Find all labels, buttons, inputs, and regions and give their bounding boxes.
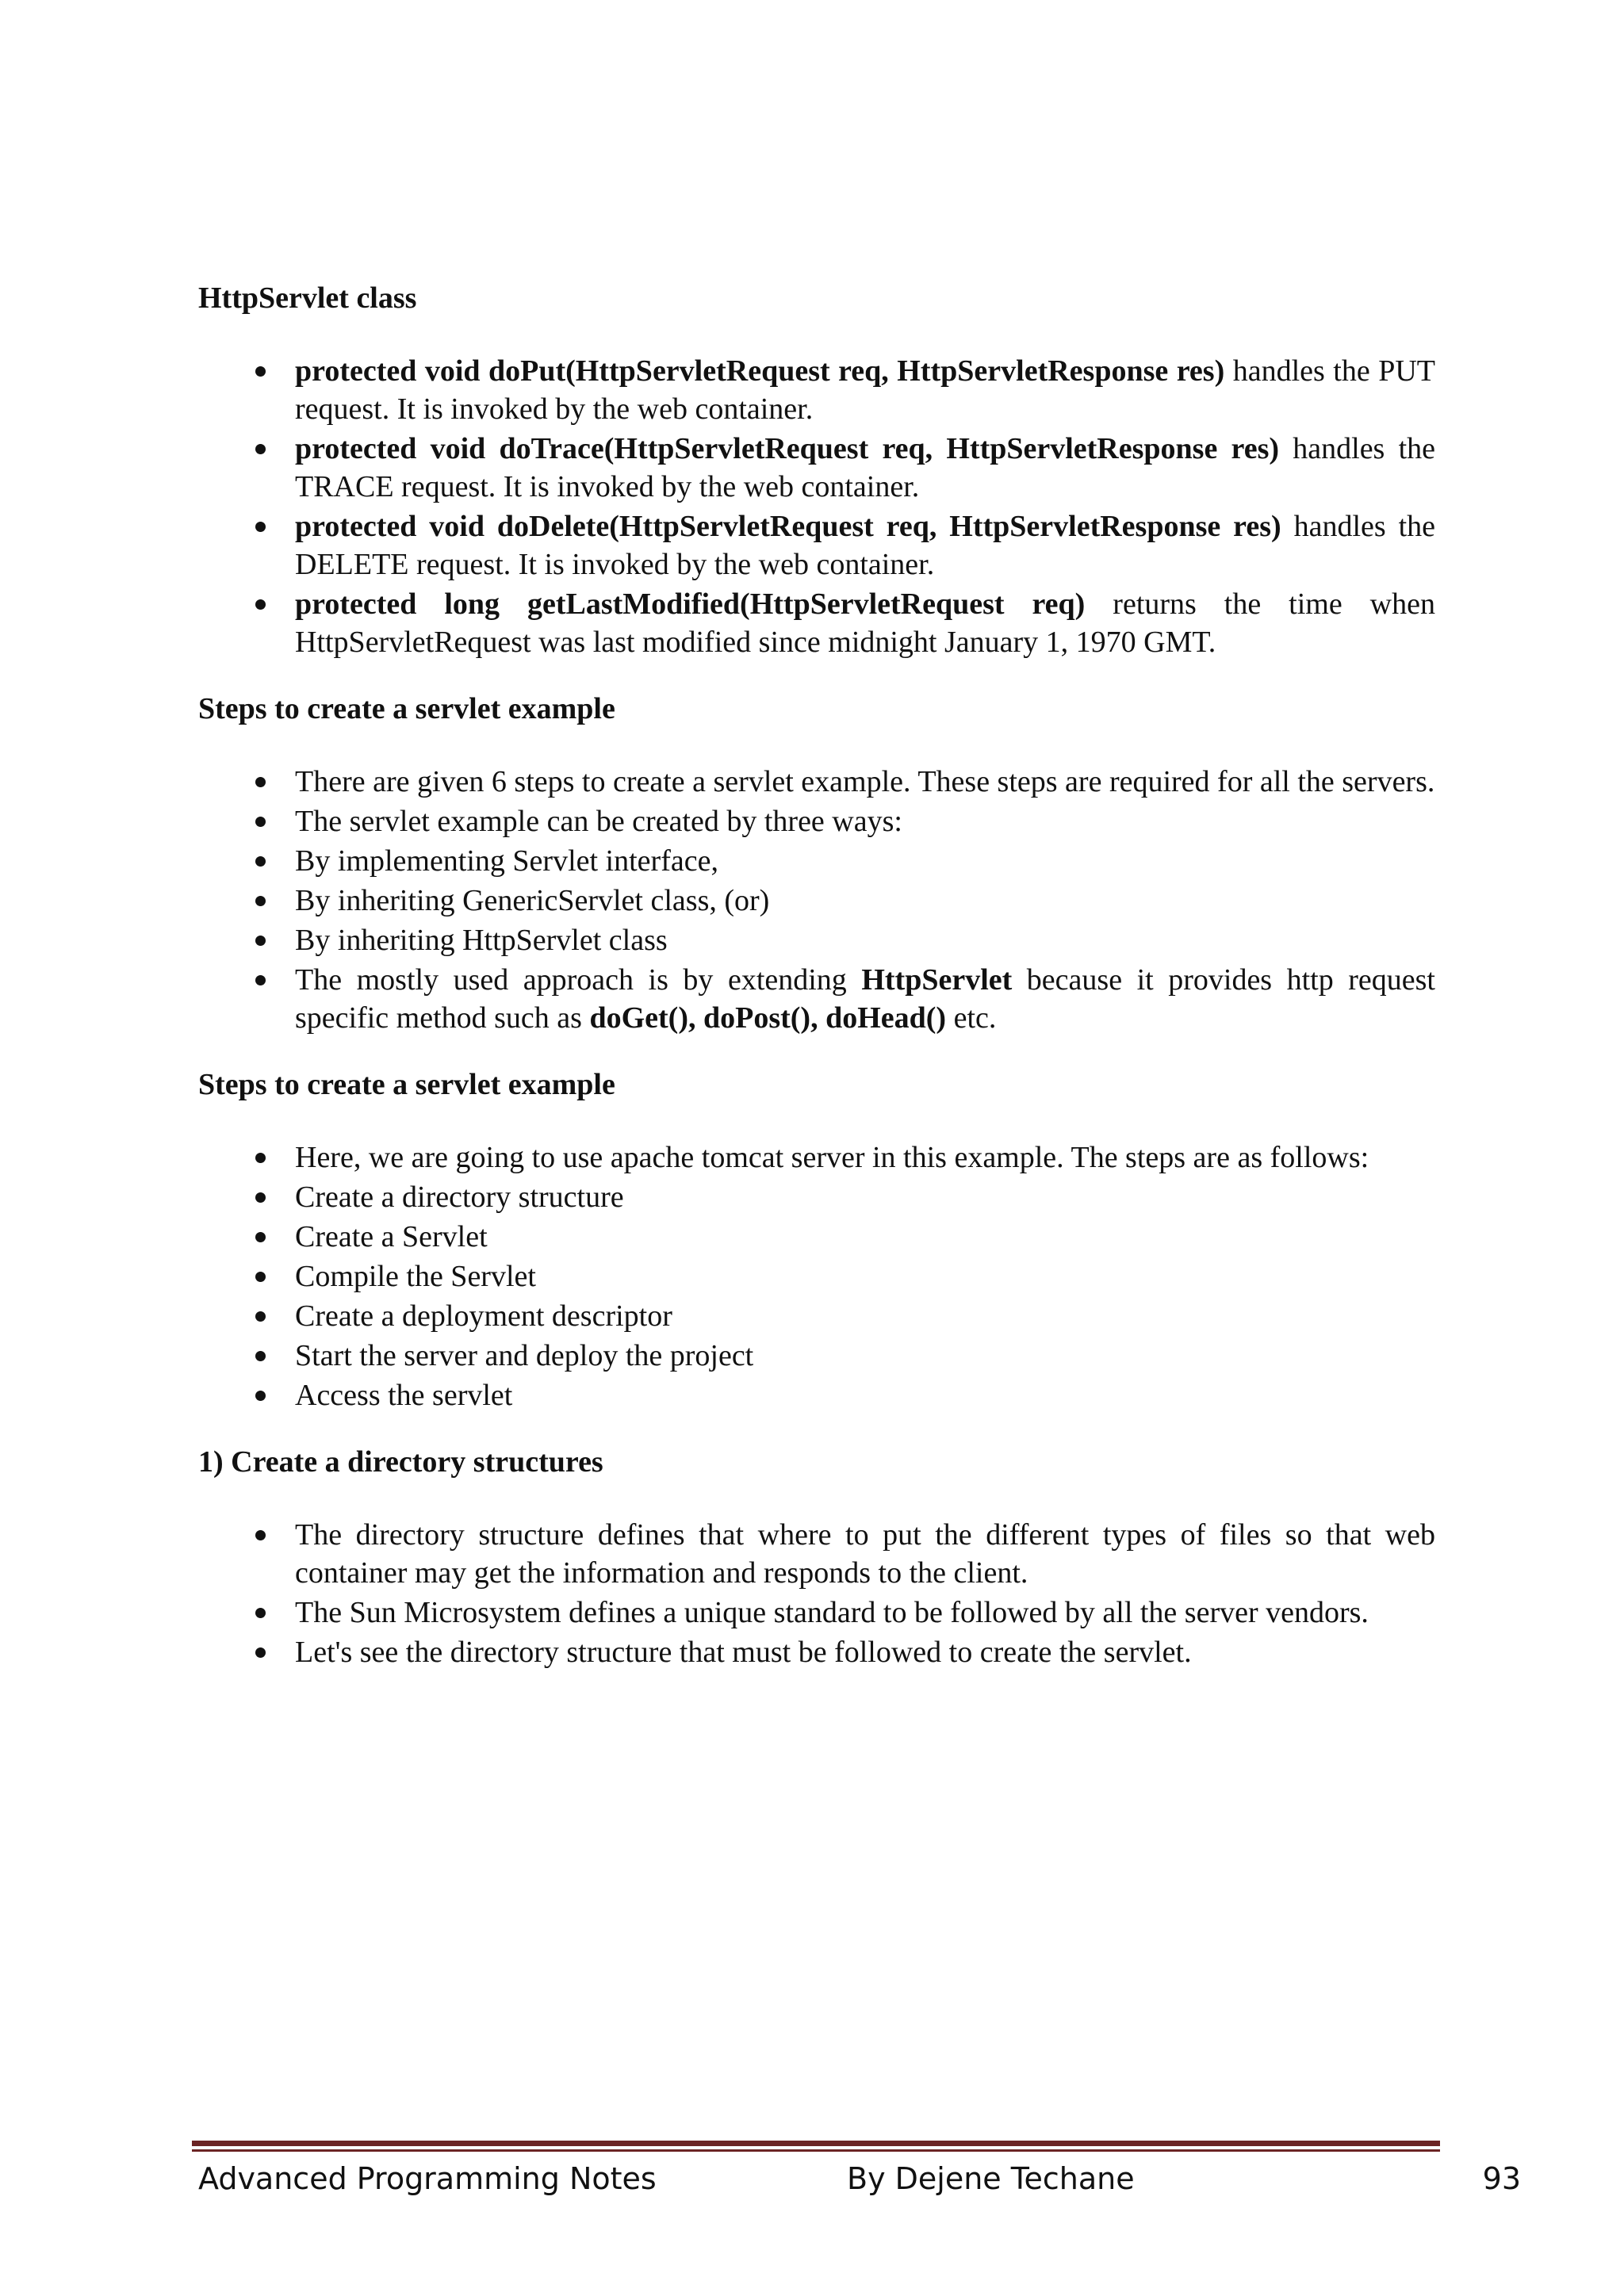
item-text: Create a deployment descriptor bbox=[295, 1299, 672, 1333]
item-text: Create a directory structure bbox=[295, 1181, 624, 1214]
list-item bbox=[198, 1257, 1435, 1295]
section-heading: HttpServlet class bbox=[198, 281, 417, 315]
bullet-list bbox=[198, 1138, 1435, 1414]
footer-rule-thick bbox=[192, 2141, 1440, 2146]
method-signature: protected void doDelete(HttpServletRequest req, HttpServletResponse res) bbox=[295, 510, 1281, 543]
item-text: By inheriting HttpServlet class bbox=[295, 924, 668, 957]
item-text: Here, we are going to use apache tomcat server in this example. The steps are as follows: bbox=[295, 1141, 1369, 1174]
list-item bbox=[198, 921, 1435, 959]
bullet-icon bbox=[255, 1192, 266, 1203]
page-content bbox=[198, 279, 1435, 1673]
item-text: The mostly used approach is by extending bbox=[295, 963, 862, 997]
list-item bbox=[198, 1138, 1435, 1177]
bullet-icon bbox=[255, 599, 266, 610]
item-text: handles the DELETE request. It is invoked by the web container. bbox=[295, 510, 1435, 581]
page-number: 93 bbox=[1482, 2161, 1521, 2196]
bullet-icon bbox=[255, 1351, 266, 1361]
list-item bbox=[198, 1633, 1435, 1671]
section-heading: 1) Create a directory structures bbox=[198, 1445, 603, 1479]
bullet-icon bbox=[255, 1391, 266, 1401]
item-text: returns the time when HttpServletRequest was last modified since midnight January 1, 1970 GMT. bbox=[295, 587, 1435, 659]
item-text: The servlet example can be created by three ways: bbox=[295, 805, 902, 838]
item-text: Compile the Servlet bbox=[295, 1260, 536, 1293]
footer-rule-thin bbox=[192, 2149, 1440, 2152]
list-item bbox=[198, 352, 1435, 428]
class-name: HttpServlet bbox=[861, 963, 1013, 997]
item-text: Access the servlet bbox=[295, 1379, 513, 1412]
list-item bbox=[198, 1218, 1435, 1256]
bullet-icon bbox=[255, 1608, 266, 1618]
bullet-icon bbox=[255, 1272, 266, 1282]
method-signature: protected long getLastModified(HttpServletRequest req) bbox=[295, 587, 1086, 621]
list-item bbox=[198, 1376, 1435, 1414]
item-text: The directory structure defines that where to put the different types of files so that web container may get the information and responds to the client. bbox=[295, 1518, 1435, 1590]
bullet-icon bbox=[255, 817, 266, 827]
bullet-icon bbox=[255, 896, 266, 906]
bullet-icon bbox=[255, 366, 266, 377]
section-httpservlet-class bbox=[198, 279, 1435, 661]
item-text: handles the PUT request. It is invoked by the web container. bbox=[295, 354, 1436, 426]
bullet-icon bbox=[255, 1530, 266, 1540]
list-item bbox=[198, 585, 1435, 661]
footer-author: By Dejene Techane bbox=[847, 2161, 1135, 2196]
section-directory-structure bbox=[198, 1443, 1435, 1671]
list-item bbox=[198, 430, 1435, 506]
bullet-icon bbox=[255, 975, 266, 985]
item-text: By inheriting GenericServlet class, (or) bbox=[295, 884, 770, 917]
section-heading: Steps to create a servlet example bbox=[198, 692, 615, 725]
bullet-icon bbox=[255, 1647, 266, 1658]
bullet-icon bbox=[255, 522, 266, 532]
list-item bbox=[198, 882, 1435, 920]
list-item bbox=[198, 1297, 1435, 1335]
list-item bbox=[198, 1516, 1435, 1592]
section-steps-create-servlet bbox=[198, 690, 1435, 1037]
section-steps-tomcat bbox=[198, 1066, 1435, 1414]
item-text: Start the server and deploy the project bbox=[295, 1339, 754, 1372]
bullet-icon bbox=[255, 444, 266, 454]
section-heading: Steps to create a servlet example bbox=[198, 1068, 615, 1101]
list-item bbox=[198, 842, 1435, 880]
list-item bbox=[198, 507, 1435, 584]
list-item bbox=[198, 1594, 1435, 1632]
item-text: etc. bbox=[946, 1001, 997, 1035]
method-names: doGet(), doPost(), doHead() bbox=[589, 1001, 947, 1035]
list-item bbox=[198, 1337, 1435, 1375]
bullet-icon bbox=[255, 1311, 266, 1322]
bullet-icon bbox=[255, 856, 266, 867]
bullet-list bbox=[198, 352, 1435, 661]
method-signature: protected void doTrace(HttpServletRequest req, HttpServletResponse res) bbox=[295, 432, 1280, 465]
item-text: The Sun Microsystem defines a unique standard to be followed by all the server vendors. bbox=[295, 1596, 1369, 1629]
bullet-icon bbox=[255, 1232, 266, 1242]
item-text: because it provides http request specific method such as bbox=[295, 963, 1435, 1035]
list-item bbox=[198, 763, 1435, 801]
bullet-icon bbox=[255, 1153, 266, 1163]
list-item bbox=[198, 961, 1435, 1037]
item-text: Let's see the directory structure that must be followed to create the servlet. bbox=[295, 1636, 1192, 1669]
item-text: There are given 6 steps to create a servlet example. These steps are required for all the servers. bbox=[295, 765, 1435, 798]
footer-title: Advanced Programming Notes bbox=[198, 2161, 657, 2196]
list-item bbox=[198, 802, 1435, 840]
bullet-icon bbox=[255, 936, 266, 946]
item-text: By implementing Servlet interface, bbox=[295, 844, 718, 878]
bullet-list bbox=[198, 1516, 1435, 1671]
bullet-icon bbox=[255, 777, 266, 787]
bullet-list bbox=[198, 763, 1435, 1037]
method-signature: protected void doPut(HttpServletRequest req, HttpServletResponse res) bbox=[295, 354, 1225, 388]
item-text: handles the TRACE request. It is invoked by the web container. bbox=[295, 432, 1435, 503]
item-text: Create a Servlet bbox=[295, 1220, 488, 1253]
list-item bbox=[198, 1178, 1435, 1216]
